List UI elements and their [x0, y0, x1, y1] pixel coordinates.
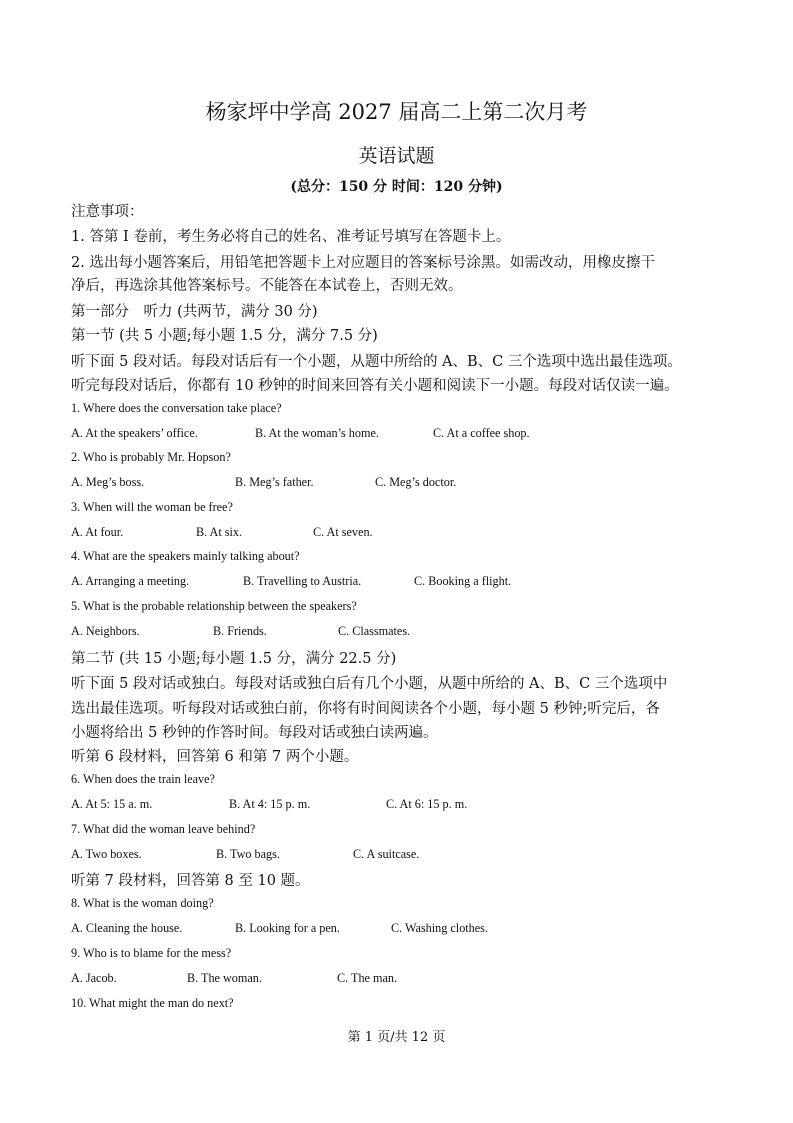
option-c: C. Washing clothes.	[391, 921, 488, 935]
option-a: A. Two boxes.	[71, 847, 142, 861]
option-a: A. Meg’s boss.	[71, 475, 145, 489]
question-text: 8. What is the woman doing?	[71, 896, 214, 910]
notice-item: 2. 选出每小题答案后，用铅笔把答题卡上对应题目的答案标号涂黑。如需改动，用橡皮擦干	[71, 255, 655, 271]
option-a: A. At four.	[71, 525, 124, 539]
part-heading: 第一部分 听力 (共两节，满分 30 分)	[71, 304, 318, 320]
section-instructions: 听下面 5 段对话。每段对话后有一个小题，从题中所给的 A、B、C 三个选项中选出最佳选项。	[71, 354, 682, 370]
question-text: 3. When will the woman be free?	[71, 500, 233, 514]
option-c: C. At 6: 15 p. m.	[386, 797, 468, 811]
option-c: C. Classmates.	[338, 624, 411, 638]
option-b: B. At six.	[196, 525, 243, 539]
subject-title: 英语试题	[358, 145, 435, 167]
page-number: 第 1 页/共 12 页	[347, 1030, 446, 1045]
option-c: C. The man.	[337, 971, 398, 985]
notice-item: 净后，再选涂其他答案标号。不能答在本试卷上，否则无效。	[71, 278, 463, 294]
exam-meta: (总分：150 分 时间：120 分钟)	[290, 179, 503, 195]
option-b: B. At 4: 15 p. m.	[229, 797, 311, 811]
option-a: A. At the speakers’ office.	[71, 426, 198, 440]
section-instructions: 小题将给出 5 秒钟的作答时间。每段对话或独白读两遍。	[71, 725, 438, 741]
option-b: B. Looking for a pen.	[235, 921, 340, 935]
question-text: 4. What are the speakers mainly talking about?	[71, 549, 300, 563]
question-text: 6. When does the train leave?	[71, 772, 215, 786]
option-b: B. The woman.	[187, 971, 262, 985]
material-heading: 听第 7 段材料，回答第 8 至 10 题。	[71, 873, 310, 889]
option-a: A. Cleaning the house.	[71, 921, 183, 935]
section-instructions: 听下面 5 段对话或独白。每段对话或独白后有几个小题，从题中所给的 A、B、C 三个选项中	[71, 676, 668, 692]
section-heading: 第一节 (共 5 小题;每小题 1.5 分，满分 7.5 分)	[71, 328, 378, 344]
exam-title: 杨家坪中学高 2027 届高二上第二次月考	[205, 100, 588, 124]
option-b: B. Travelling to Austria.	[243, 574, 362, 588]
option-a: A. At 5: 15 a. m.	[71, 797, 153, 811]
option-c: C. Meg’s doctor.	[375, 475, 457, 489]
option-c: C. At seven.	[313, 525, 373, 539]
option-b: B. Meg’s father.	[235, 475, 314, 489]
option-c: C. At a coffee shop.	[433, 426, 530, 440]
section-heading: 第二节 (共 15 小题;每小题 1.5 分，满分 22.5 分)	[71, 651, 397, 667]
option-c: C. Booking a flight.	[414, 574, 512, 588]
option-b: B. Two bags.	[216, 847, 280, 861]
option-b: B. At the woman’s home.	[255, 426, 379, 440]
option-a: A. Arranging a meeting.	[71, 574, 190, 588]
question-text: 9. Who is to blame for the mess?	[71, 946, 232, 960]
question-text: 2. Who is probably Mr. Hopson?	[71, 450, 231, 464]
option-b: B. Friends.	[213, 624, 267, 638]
material-heading: 听第 6 段材料，回答第 6 和第 7 两个小题。	[71, 749, 359, 765]
question-text: 1. Where does the conversation take place?	[71, 401, 282, 415]
notice-item: 1. 答第 I 卷前，考生务必将自己的姓名、准考证号填写在答题卡上。	[71, 229, 511, 245]
question-text: 7. What did the woman leave behind?	[71, 822, 256, 836]
notice-heading: 注意事项：	[71, 204, 144, 220]
question-text: 10. What might the man do next?	[71, 996, 234, 1010]
option-c: C. A suitcase.	[353, 847, 420, 861]
question-text: 5. What is the probable relationship between the speakers?	[71, 599, 357, 613]
section-instructions: 听完每段对话后，你都有 10 秒钟的时间来回答有关小题和阅读下一小题。每段对话仅读一遍。	[71, 378, 679, 394]
section-instructions: 选出最佳选项。听每段对话或独白前，你将有时间阅读各个小题，每小题 5 秒钟;听完后，各	[71, 701, 660, 717]
option-a: A. Jacob.	[71, 971, 117, 985]
option-a: A. Neighbors.	[71, 624, 140, 638]
